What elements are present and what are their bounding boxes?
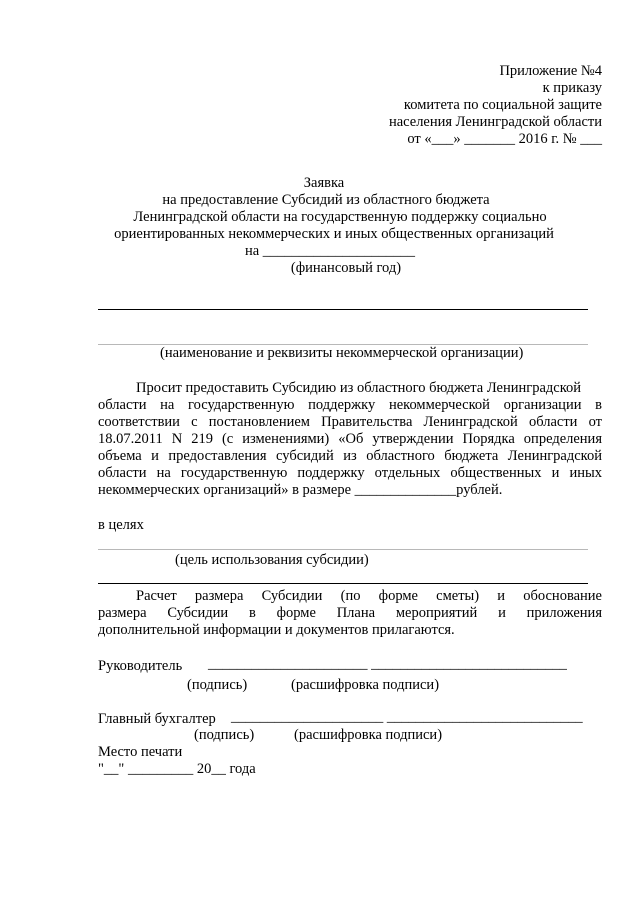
calc-line-1: Расчет размера Субсидии (по форме сметы) и обоснование <box>136 588 602 604</box>
purpose-label: в целях <box>98 517 144 533</box>
purpose-line <box>98 549 588 550</box>
title-word: Заявка <box>303 175 345 191</box>
header-appendix: Приложение №4 <box>499 63 602 79</box>
accountant-label: Главный бухгалтер <box>98 711 216 727</box>
title-line-1: на предоставление Субсидий из областного бюджета <box>162 192 490 208</box>
title-fiscal-year: (финансовый год) <box>290 260 402 276</box>
accountant-sign-caption: (подпись) <box>194 727 255 743</box>
body-line-3: соответствии с постановлением Правительства Ленинградской области от <box>98 414 602 430</box>
body-line-7: некоммерческих организаций» в размере ______________рублей. <box>98 482 503 498</box>
header-committee: комитета по социальной защите <box>403 97 602 113</box>
header-to-order: к приказу <box>542 80 602 96</box>
purpose-caption: (цель использования субсидии) <box>175 552 369 568</box>
title-line-2: Ленинградской области на государственную поддержку социально <box>133 209 547 225</box>
title-line-3: ориентированных некоммерческих и иных общественных организаций <box>114 226 554 242</box>
calc-line-3: дополнительной информации и документов прилагаются. <box>98 622 455 638</box>
head-signature-lines: ______________________ ___________________________ <box>208 656 567 672</box>
purpose-line-2 <box>98 583 588 584</box>
body-line-2: области на государственную поддержку некоммерческой организации в <box>98 397 602 413</box>
accountant-decode-caption: (расшифровка подписи) <box>294 727 443 743</box>
head-label: Руководитель <box>98 658 183 674</box>
accountant-signature-lines: _____________________ ___________________________ <box>231 709 583 725</box>
org-caption: (наименование и реквизиты некоммерческой организации) <box>160 345 524 361</box>
org-name-line-1 <box>98 309 588 310</box>
body-line-5: объема и предоставления субсидий из областного бюджета Ленинградской <box>98 448 602 464</box>
body-line-6: области на государственную поддержку отдельных общественных и иных <box>98 465 602 481</box>
head-sign-caption: (подпись) <box>187 677 248 693</box>
calc-line-2: размера Субсидии в форме Плана мероприятий и приложения <box>98 605 602 621</box>
body-line-1: Просит предоставить Субсидию из областного бюджета Ленинградской <box>136 380 582 396</box>
header-region: населения Ленинградской области <box>388 114 602 130</box>
head-decode-caption: (расшифровка подписи) <box>291 677 440 693</box>
body-line-4: 18.07.2011 N 219 (с изменениями) «Об утверждении Порядка определения <box>98 431 602 447</box>
title-line-4: на _____________________ <box>244 243 416 259</box>
header-date-number: от «___» _______ 2016 г. № ___ <box>407 131 602 147</box>
seal-place: Место печати <box>98 744 183 760</box>
date-line: "__" _________ 20__ года <box>98 761 256 777</box>
